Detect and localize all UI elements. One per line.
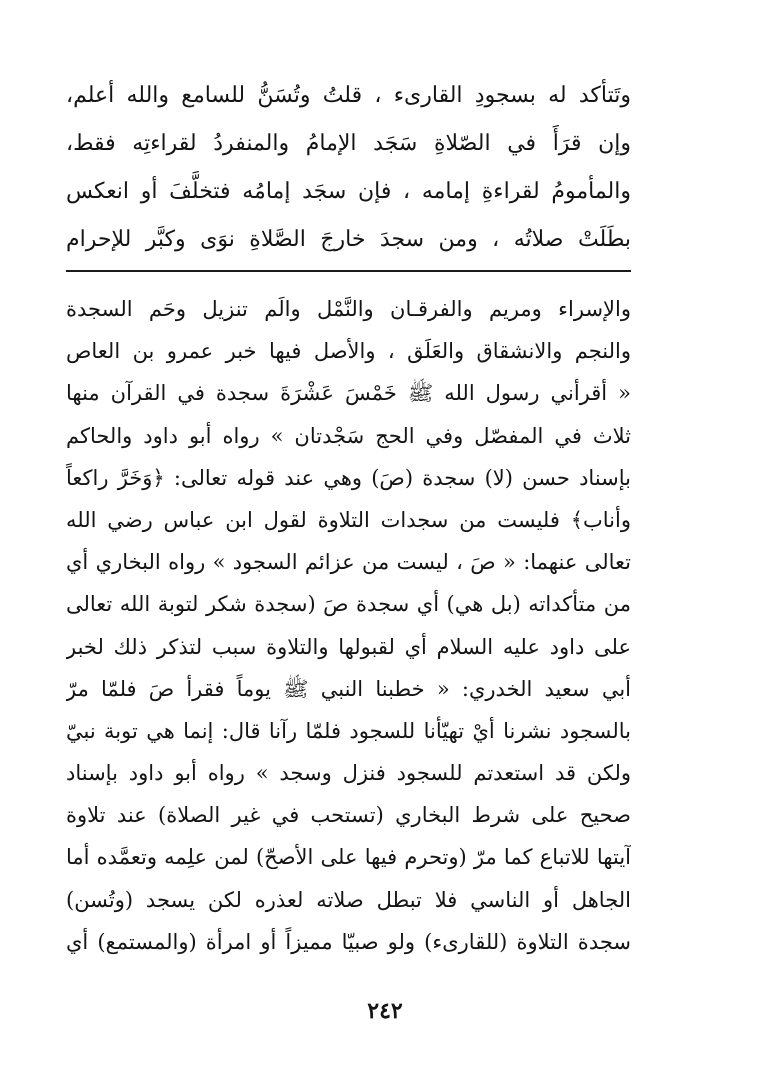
page-number: ٢٤٢ xyxy=(367,998,403,1024)
commentary-line: تعالى عنهما: « صَ ، ليست من عزائم السجود » رواه البخاري أي xyxy=(66,550,631,575)
commentary-line: من متأكداته (بل هي) أي سجدة صَ (سجدة شكر لتوبة الله تعالى xyxy=(66,592,631,617)
footnote-separator-rule xyxy=(66,270,631,272)
commentary-line: والإسراء ومريم والفرقـان والنَّمْل والَم تنزيل وحَم السجدة xyxy=(66,297,631,321)
commentary-line: ثلاث في المفصّل وفي الحج سَجْدتان » رواه أبو داود والحاكم xyxy=(66,423,631,448)
main-text-line: وتَتأكد له بسجودِ القارىء ، قلتُ وتُسَنُّ للسامع والله أعلم، xyxy=(66,83,631,108)
commentary-text-block xyxy=(66,288,631,963)
commentary-line: ولكن قد استعدتم للسجود فنزل وسجد » رواه أبو داود بإسناد xyxy=(66,761,631,786)
main-text-line: وإن قرَأَ في الصّلاةِ سَجَد الإمامُ والمنفردُ لقراءتِه فقط، xyxy=(66,131,631,156)
commentary-line: والنجم والانشقاق والعَلَق ، والأصل فيها خبر عمرو بن العاص xyxy=(66,339,631,364)
commentary-line: بإسناد حسن (لا) سجدة (صَ) وهي عند قوله تعالى: ﴿وَخَرَّ راكعاً xyxy=(66,465,631,490)
commentary-line: « أقرأني رسول الله ﷺ خَمْسَ عَشْرَةَ سجدة في القرآن منها xyxy=(66,381,631,406)
main-text-block xyxy=(66,72,631,264)
commentary-line: الجاهل أو الناسي فلا تبطل صلاته لعذره لكن يسجد (وتُسن) xyxy=(66,887,631,912)
commentary-line: أبي سعيد الخدري: « خطبنا النبي ﷺ يوماً فقرأ صَ فلمّا مرّ xyxy=(66,676,631,701)
main-text-line: بطَلَتْ صلاتُه ، ومن سجدَ خارجَ الصَّلاةِ نوَى وكبَّر للإحرام xyxy=(66,227,631,252)
commentary-line: على داود عليه السلام أي لقبولها والتلاوة سبب لتذكر ذلك لخبر xyxy=(66,634,631,659)
commentary-line: وأناب﴾ فليست من سجدات التلاوة لقول ابن عباس رضي الله xyxy=(66,507,631,532)
commentary-line: بالسجود نشرنا أيْ تهيّأنا للسجود فلمّا رآنا قال: إنما هي توبة نبيّ xyxy=(66,718,631,743)
main-text-line: والمأمومُ لقراءةِ إمامه ، فإن سجَد إمامُه فتخلَّفَ أو انعكس xyxy=(66,179,631,204)
commentary-line: سجدة التلاوة (للقارىء) ولو صبيّا مميزاً أو امرأة (والمستمع) أي xyxy=(66,929,631,954)
commentary-line: صحيح على شرط البخاري (تستحب في غير الصلاة) عند تلاوة xyxy=(66,803,631,828)
commentary-line: آيتها للاتباع كما مرّ (وتحرم فيها على الأصحّ) لمن علِمه وتعمَّده أما xyxy=(66,845,631,870)
